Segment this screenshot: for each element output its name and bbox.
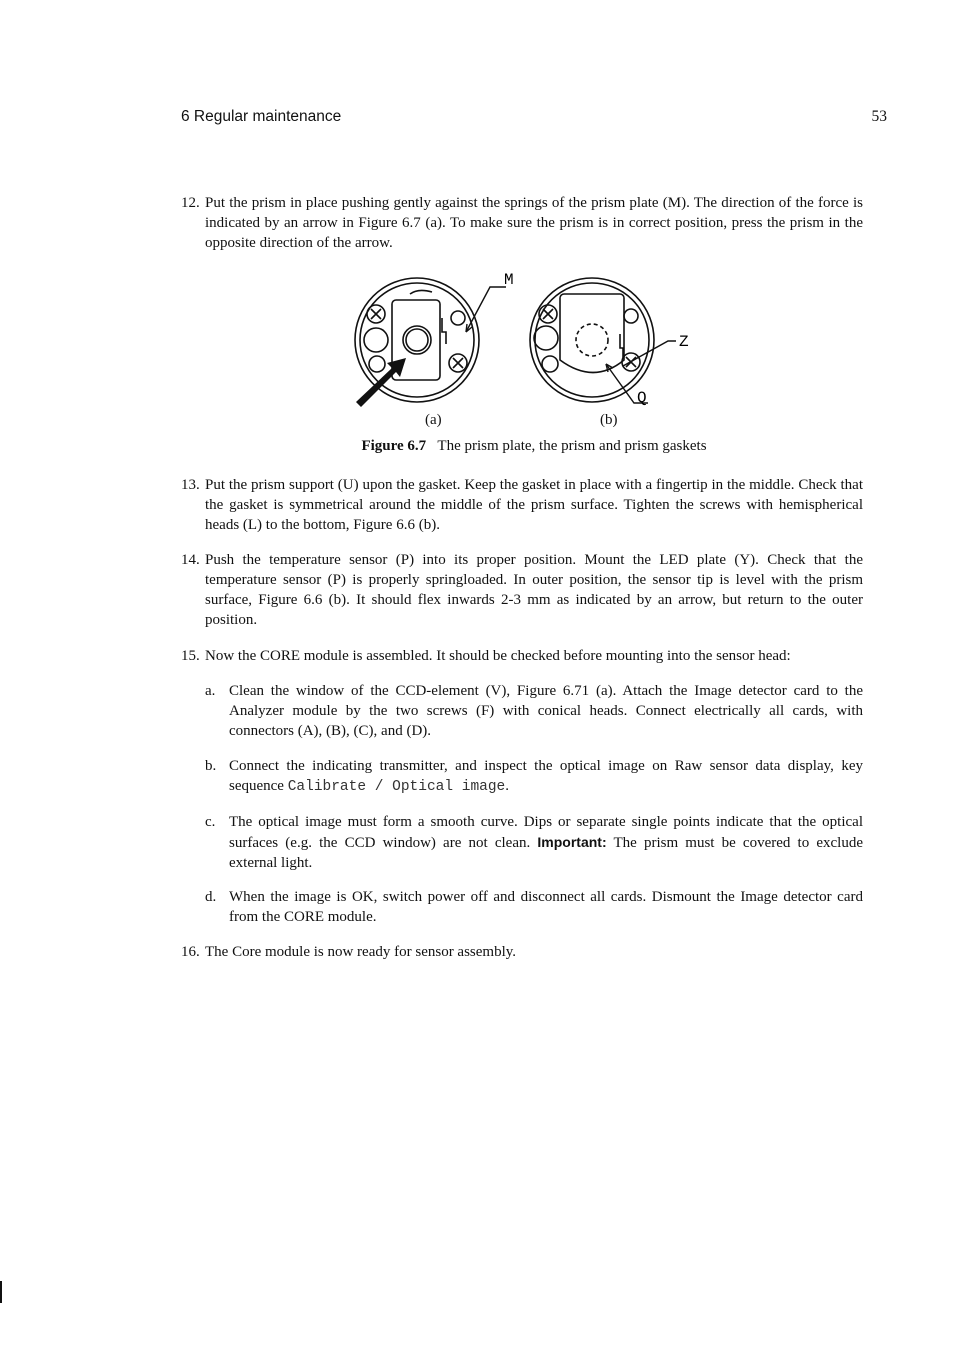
substep-c xyxy=(205,812,863,873)
step-number: 15. xyxy=(181,648,200,664)
substep-text xyxy=(229,812,863,873)
substep-d xyxy=(205,887,863,927)
figure-caption xyxy=(181,438,887,455)
step-number: 14. xyxy=(181,552,200,568)
substep-text-part: The optical image must form a smooth curve. Dips or separate single points indicate that the optical surfaces (e.g. the CCD window) are not clean. xyxy=(229,814,863,851)
step-12 xyxy=(181,193,863,253)
step-text: Now the CORE module is assembled. It should be checked before mounting into the sensor head: xyxy=(205,648,791,664)
step-text: Put the prism in place pushing gently against the springs of the prism plate (M). The direction of the force is indicated by an arrow in Figure 6.7 (a). To make sure the prism is in correct position, press the prism in the opposite direction of the arrow. xyxy=(205,195,863,251)
figure-prism-plate xyxy=(340,262,720,412)
step-number: 13. xyxy=(181,477,200,493)
substep-letter: a. xyxy=(205,683,216,699)
callout-m-label: M xyxy=(504,271,514,289)
figure-label-a: (a) xyxy=(425,412,442,428)
page-number: 53 xyxy=(871,108,887,125)
prism-plate-diagram xyxy=(340,262,720,412)
substep-b xyxy=(205,756,863,797)
step-number: 16. xyxy=(181,944,200,960)
step-14 xyxy=(181,550,863,630)
caption-text: The prism plate, the prism and prism gaskets xyxy=(437,438,707,454)
substep-a xyxy=(205,681,863,741)
step-15 xyxy=(181,646,863,666)
substep-text-part: Connect the indicating transmitter, and inspect the optical image on Raw sensor data display, key sequence xyxy=(229,758,863,794)
step-text: Put the prism support (U) upon the gasket. Keep the gasket in place with a fingertip in the middle. Check that the gasket is symmetrical around the middle of the prism surface. Tighten the screws with hemispherical heads (L) to the bottom, Figure 6.6 (b). xyxy=(205,477,863,533)
diagram-b xyxy=(530,278,654,402)
step-13 xyxy=(181,475,863,535)
substep-text: When the image is OK, switch power off and disconnect all cards. Dismount the Image detector card from the CORE module. xyxy=(229,889,863,925)
key-sequence: Calibrate / Optical image xyxy=(287,779,506,795)
diagram-a xyxy=(355,278,479,402)
substep-letter: c. xyxy=(205,814,216,830)
callout-z-label: Z xyxy=(679,333,689,351)
page-header xyxy=(181,108,887,128)
step-text: Push the temperature sensor (P) into its proper position. Mount the LED plate (Y). Check that the temperature sensor (P) is properly springloaded. In outer position, the sensor tip is level with the prism surface, Figure 6.6 (b). It should flex inwards 2-3 mm as indicated by an arrow, but return to the outer position. xyxy=(205,552,863,628)
substep-text: Clean the window of the CCD-element (V), Figure 6.71 (a). Attach the Image detector card to the Analyzer module by the two screws (F) with conical heads. Connect electrically all cards, with connectors (A), (B), (C), and (D). xyxy=(229,683,863,739)
step-16 xyxy=(181,942,863,962)
caption-label: Figure 6.7 xyxy=(361,438,427,454)
substep-letter: d. xyxy=(205,889,217,905)
margin-change-bar xyxy=(0,1281,2,1303)
chapter-title: 6 Regular maintenance xyxy=(181,108,342,125)
important-label: Important: xyxy=(537,834,607,850)
substep-text-part: . xyxy=(505,778,510,794)
step-text: The Core module is now ready for sensor assembly. xyxy=(205,944,517,960)
callout-q-label: Q xyxy=(637,389,647,407)
substep-letter: b. xyxy=(205,758,217,774)
figure-label-b: (b) xyxy=(600,412,618,428)
step-number: 12. xyxy=(181,195,200,211)
substep-text-part: The prism must be covered to exclude external light. xyxy=(229,835,864,871)
substep-text xyxy=(229,756,863,797)
